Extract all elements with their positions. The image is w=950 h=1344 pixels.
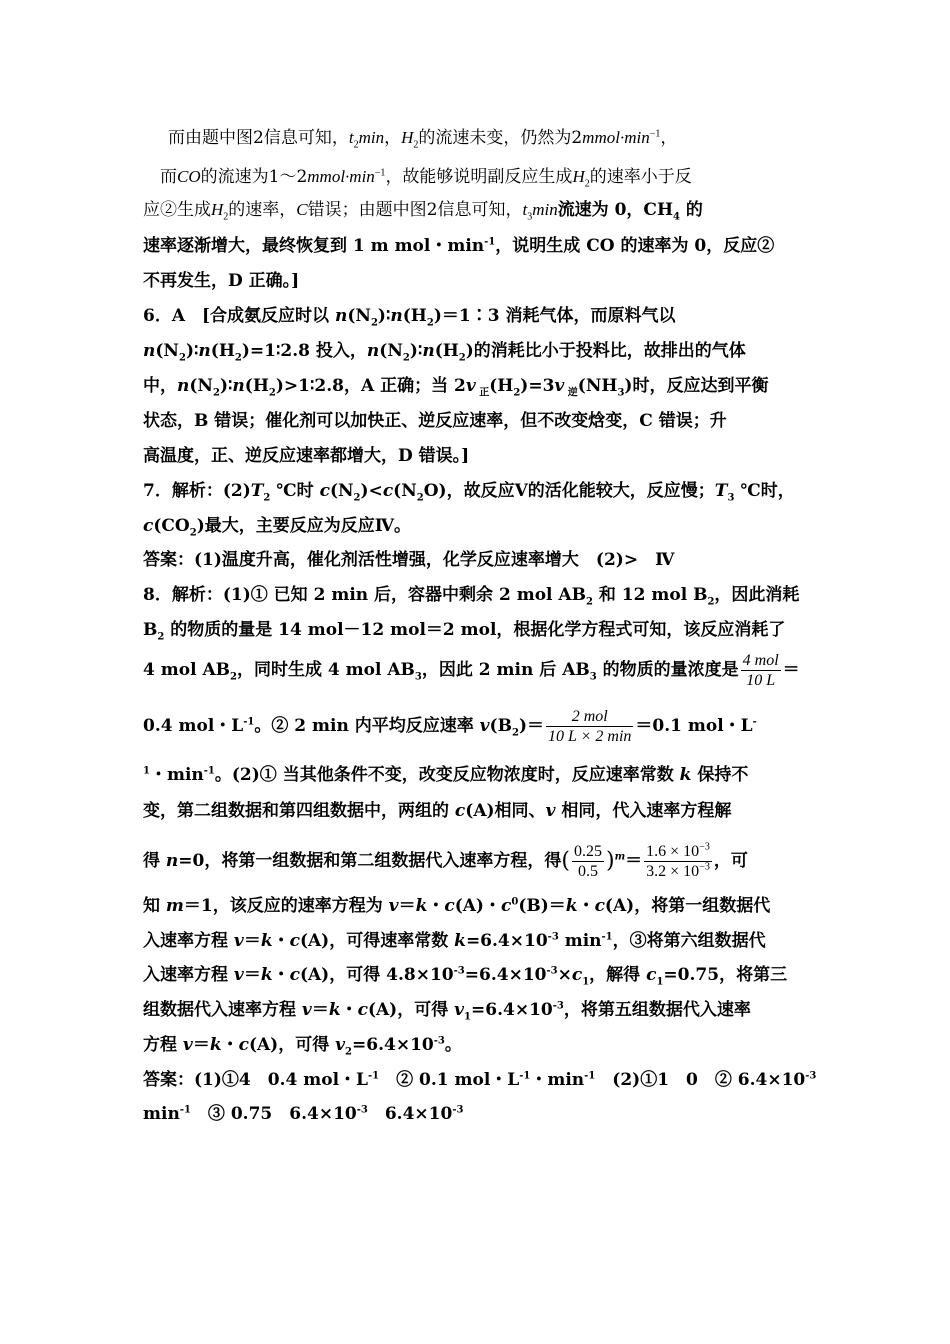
text-line-17: 0.4 mol・$L^{-1}$。② 2 min 内平均反应速率 $v(B_2)=$ $\frac{\text{2 mol}}{10 L \times 2 \min}$ ＝0.1 mol・L- [143, 708, 757, 745]
fraction-ratio-a: $\frac{0.25}{0.5}$ [573, 843, 602, 880]
text-line-25: 方程 v＝k・c(A)，可得 $v_2=6.4\times 10^{-3}$。 [143, 1035, 462, 1058]
text-line-11: 7．解析：$(2)T_2$ ℃时 $c(N_2)<c(N_2O)$，故反应Ⅴ的活化能较大，反应慢；$T_3$ ℃时， [143, 481, 795, 504]
text-line-20: 得 n=0，将第一组数据和第二组数据代入速率方程，得( $\frac{0.25}{0.5}$ )$^m$＝ $\frac{1.6 \times 10^{-3}}{3.2 \times 10^{-3}}$ ，可 [143, 841, 748, 880]
fraction-rate: $\frac{\text{2 mol}}{10 L \times 2 \min}$ [547, 708, 632, 745]
text-line-14: 8．解析：(1)① 已知 2 min 后，容器中剩余 2 mol $AB_2$ 和 12 mol $B_2$，因此消耗 [143, 585, 800, 608]
text-line-19: 变，第二组数据和第四组数据中，两组的 c(A)相同、v 相同，代入速率方程解 [143, 801, 732, 821]
text-line-13: 答案：(1)温度升高，催化剂活性增强，化学反应速率增大 (2)> Ⅳ [143, 550, 675, 570]
text-line-24: 组数据代入速率方程 v＝k・c(A)，可得 $v_1=6.4\times 10^{-3}$，将第五组数据代入速率 [143, 1000, 751, 1023]
text-line-7: $n(N_2)∶n(H_2)=1∶2.8$ 投入，$n(N_2)∶n(H_2)$的消耗比小于投料比，故排出的气体 [143, 341, 746, 364]
text-line-1: 而由题中图2信息可知，$t_2\min$，$H_2$的流速未变，仍然为$2mmol\cdot\min^{-1}$， [168, 128, 678, 151]
text-line-16: 4 mol $AB_2$，同时生成 4 mol $AB_3$，因此 2 min 后 $AB_3$ 的物质的量浓度是 $\frac{\text{4 mol}}{10 L}$ ＝ [143, 652, 800, 689]
text-line-6: 6．A [合成氨反应时以 $n(N_2)∶n(H_2)=1∶3$ 消耗气体，而原料气以 [143, 306, 676, 329]
text-line-21: 知 m＝1，该反应的速率方程为 v＝k・c(A)・$c^0(B)=k$・c(A)，将第一组数据代 [143, 896, 771, 916]
text-line-18: $^1$・$\min^{-1}$。(2)① 当其他条件不变，改变反应物浓度时，反应速率常数 k 保持不 [143, 765, 749, 785]
text-line-22: 入速率方程 v＝k・c(A)，可得速率常数 $k=6.4\times 10^{-3}$ $\min^{-1}$，③将第六组数据代 [143, 931, 766, 951]
text-line-9: 状态，B 错误；催化剂可以加快正、逆反应速率，但不改变焓变，C 错误；升 [143, 411, 727, 431]
text-line-12: $c(CO_2)$最大，主要反应为反应Ⅳ。 [143, 516, 412, 539]
text-line-8: 中，$n(N_2)∶n(H_2)>1∶2.8$，A 正确；当 2v $_正(H_2)=3v$ $_逆(NH_3)$时，反应达到平衡 [143, 376, 769, 399]
fraction-ratio-b: $\frac{1.6 \times 10^{-3}}{3.2 \times 10^{-3}}$ [646, 841, 710, 880]
text-line-15: $B_2$ 的物质的量是 14 mol－12 mol＝2 mol，根据化学方程式可知，该反应消耗了 [143, 620, 786, 643]
text-line-23: 入速率方程 v＝k・c(A)，可得 $4.8\times 10^{-3}=6.4\times 10^{-3}\times c_1$，解得 $c_1=0.75$，将第三 [143, 965, 788, 988]
text-line-10: 高温度，正、逆反应速率都增大，D 错误。] [143, 446, 470, 466]
fraction-concentration: $\frac{\text{4 mol}}{10 L}$ [742, 652, 779, 689]
text-line-26: 答案：(1)①4 0.4 mol・$L^{-1}$ ② 0.1 mol・$L^{-1}$・$\min^{-1}$ (2)①1 0 ② $6.4\times 10^{-3}$ [143, 1070, 817, 1090]
text-line-27: $\min^{-1}$ ③ 0.75 $6.4\times 10^{-3}$ $6.4\times 10^{-3}$ [143, 1104, 464, 1124]
text-line-4: 速率逐渐增大，最终恢复到 1 m mol・$\min^{-1}$，说明生成 CO 的速率为 0，反应② [143, 236, 775, 256]
text-line-3: 应②生成$H_2$的速率，C错误；由题中图2信息可知，$t_3\min$流速为 0，$CH_4$ 的 [143, 200, 703, 223]
text-line-5: 不再发生，D 正确。] [143, 271, 300, 291]
text-line-2: 而CO的流速为$1\sim 2mmol\cdot\min^{-1}$，故能够说明副反应生成$H_2$的速率小于反 [160, 167, 692, 190]
